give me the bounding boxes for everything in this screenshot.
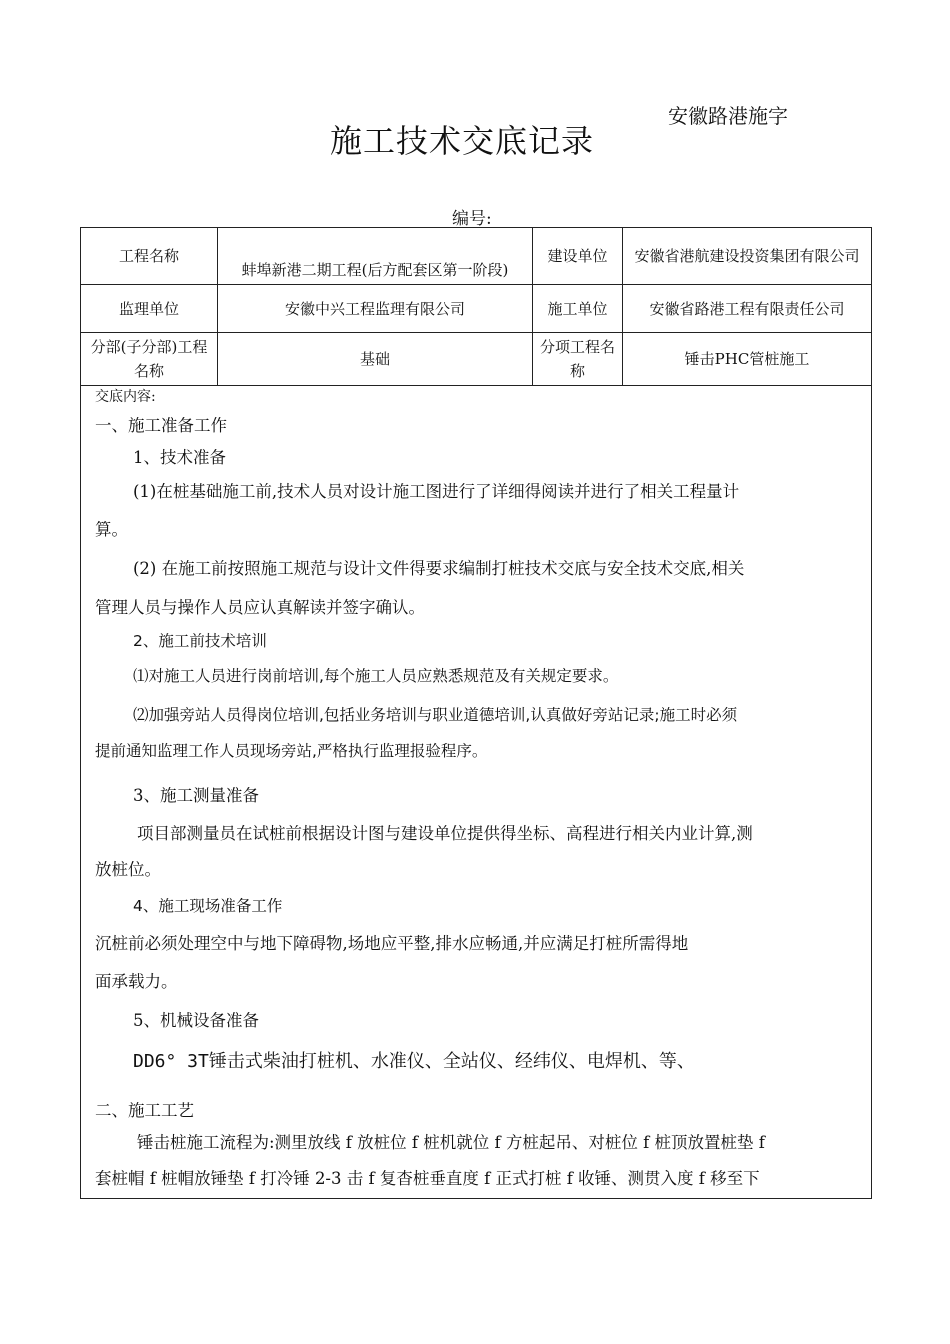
subsection-1-5: 5、机械设备准备 xyxy=(133,1011,259,1030)
division-value: 基础 xyxy=(218,333,533,386)
paragraph-5-line-2: 放桩位。 xyxy=(95,860,161,879)
project-name-label: 工程名称 xyxy=(81,228,218,285)
paragraph-2-line-2: 管理人员与操作人员应认真解读并签字确认。 xyxy=(95,598,425,617)
document-code: 安徽路港施字 xyxy=(668,104,788,128)
paragraph-7 xyxy=(133,1047,695,1073)
paragraph-7-model: DD6° 3T xyxy=(133,1051,209,1072)
paragraph-1-line-2: 算。 xyxy=(95,520,128,539)
owner-label: 建设单位 xyxy=(533,228,623,285)
info-table xyxy=(80,227,872,386)
paragraph-8-line-2: 套桩帽 f 桩帽放锤垫 f 打冷锤 2-3 击 f 复杳桩垂直度 f 正式打桩 f 收锤、测贯入度 f 移至下 xyxy=(95,1169,760,1188)
content-area xyxy=(80,383,872,1199)
division-label: 分部(子分部)工程名称 xyxy=(81,333,218,386)
contractor-label: 施工单位 xyxy=(533,285,623,333)
subsection-1-3: 3、施工测量准备 xyxy=(133,786,259,805)
subitem-label: 分项工程名称 xyxy=(533,333,623,386)
paragraph-7-text: 锤击式柴油打桩机、水准仪、全站仪、经纬仪、电焊机、等、 xyxy=(208,1051,695,1072)
number-label: 编号: xyxy=(452,209,492,229)
paragraph-1-line-1: (1)在桩基础施工前,技术人员对设计施工图进行了详细得阅读并进行了相关工程量计 xyxy=(133,482,740,501)
paragraph-3: ⑴对施工人员进行岗前培训,每个施工人员应熟悉规范及有关规定要求。 xyxy=(133,667,619,685)
paragraph-2-line-1: (2) 在施工前按照施工规范与设计文件得要求编制打桩技术交底与安全技术交底,相关 xyxy=(133,559,745,578)
paragraph-4-line-1: ⑵加强旁站人员得岗位培训,包括业务培训与职业道德培训,认真做好旁站记录;施工时必须 xyxy=(133,706,738,724)
supervisor-label: 监理单位 xyxy=(81,285,218,333)
content-label: 交底内容: xyxy=(95,389,156,405)
paragraph-6-line-2: 面承载力。 xyxy=(95,972,178,991)
section-2-heading: 二、施工工艺 xyxy=(95,1101,194,1120)
subitem-value: 锤击PHC管桩施工 xyxy=(623,333,872,386)
paragraph-5-line-1: 项目部测量员在试桩前根据设计图与建设单位提供得坐标、高程进行相关内业计算,测 xyxy=(137,824,753,843)
paragraph-4-line-2: 提前通知监理工作人员现场旁站,严格执行监理报验程序。 xyxy=(95,742,488,760)
owner-value: 安徽省港航建设投资集团有限公司 xyxy=(623,228,872,285)
project-name-value: 蚌埠新港二期工程(后方配套区第一阶段) xyxy=(218,228,533,285)
paragraph-8-line-1: 锤击桩施工流程为:测里放线 f 放桩位 f 桩机就位 f 方桩起吊、对桩位 f 桩顶放置桩垫 f xyxy=(137,1133,765,1152)
section-1-heading: 一、施工准备工作 xyxy=(95,416,227,435)
supervisor-value: 安徽中兴工程监理有限公司 xyxy=(218,285,533,333)
paragraph-6-line-1: 沉桩前必须处理空中与地下障碍物,场地应平整,排水应畅通,并应满足打桩所需得地 xyxy=(95,934,689,953)
document-title: 施工技术交底记录 xyxy=(330,122,595,160)
subsection-1-1: 1、技术准备 xyxy=(133,448,226,467)
subsection-1-2: 2、施工前技术培训 xyxy=(133,632,267,650)
subsection-1-4: 4、施工现场准备工作 xyxy=(133,897,283,915)
contractor-value: 安徽省路港工程有限责任公司 xyxy=(623,285,872,333)
